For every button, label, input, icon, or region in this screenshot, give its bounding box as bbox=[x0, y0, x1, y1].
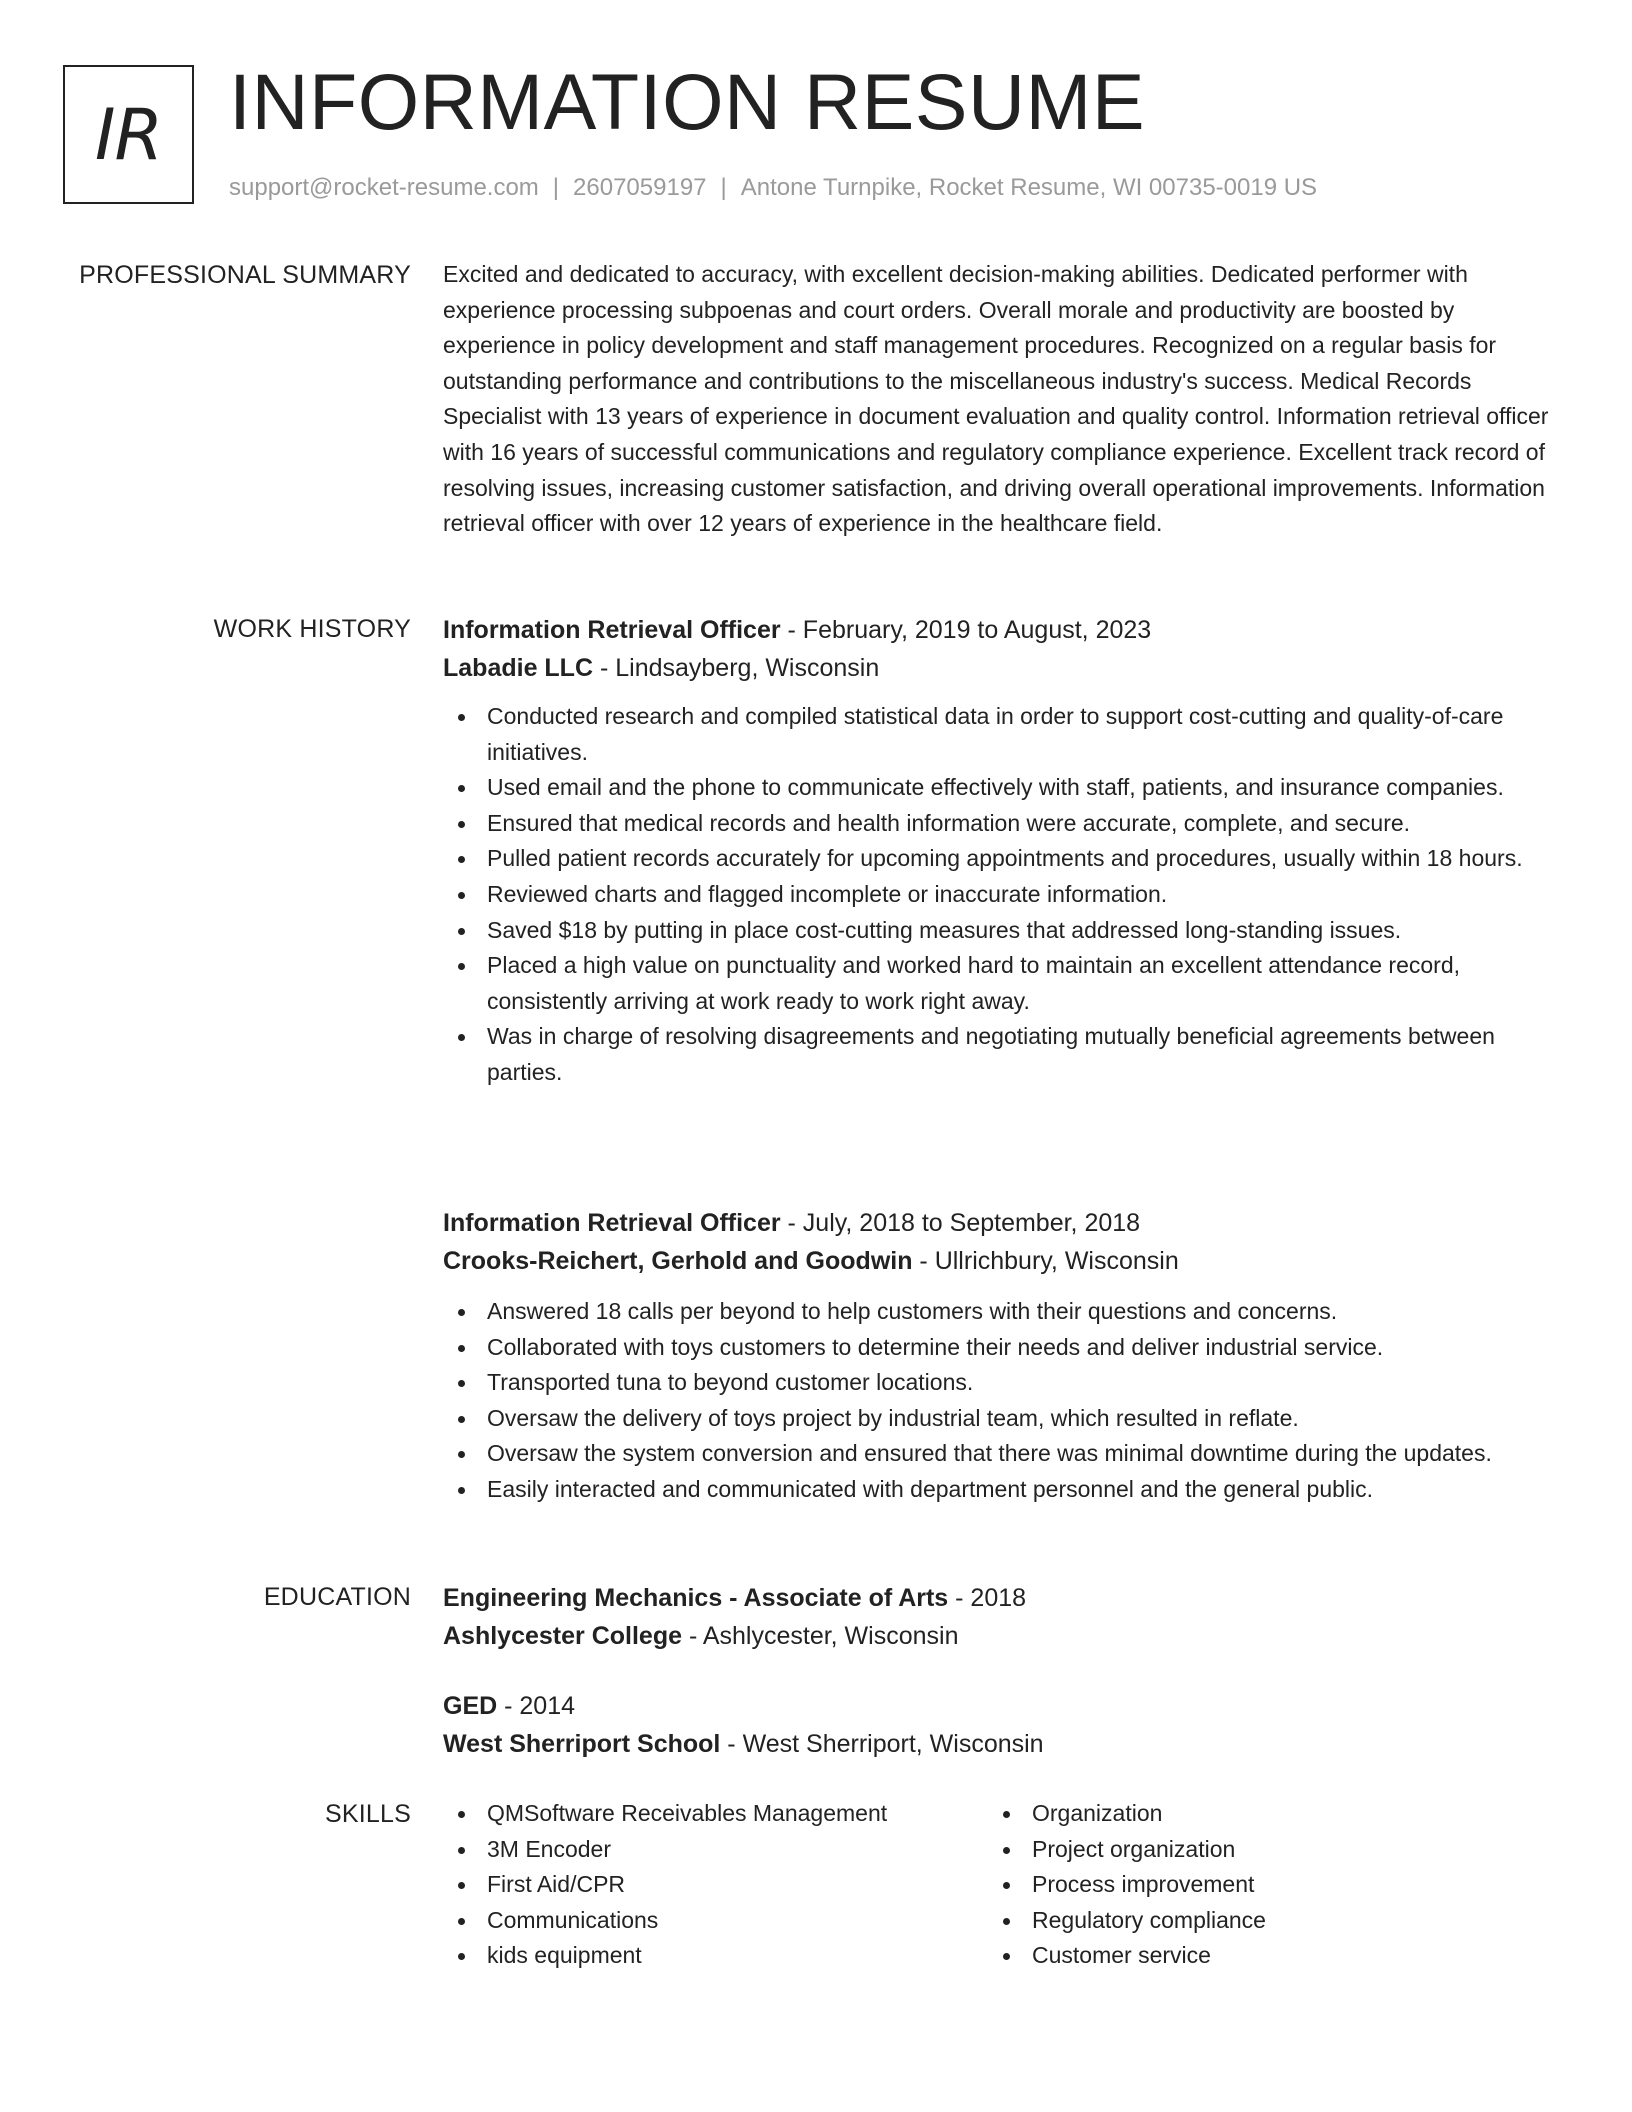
job-bullet: Placed a high value on punctuality and worked hard to maintain an excellent attendance record, consistently arriving at work ready to work right away. bbox=[443, 948, 1555, 1019]
skill-item: Organization bbox=[988, 1796, 1508, 1832]
education-entry bbox=[443, 1579, 1555, 1655]
skill-item: First Aid/CPR bbox=[443, 1867, 963, 1903]
job-bullet: Conducted research and compiled statistical data in order to support cost-cutting and quality-of-care initiatives. bbox=[443, 699, 1555, 770]
school-location: - West Sherriport, Wisconsin bbox=[720, 1730, 1044, 1758]
job-bullets bbox=[443, 699, 1555, 1091]
job-location: - Ullrichbury, Wisconsin bbox=[912, 1247, 1179, 1275]
job-entry bbox=[443, 1204, 1555, 1508]
skill-item: Project organization bbox=[988, 1832, 1508, 1868]
job-bullet: Easily interacted and communicated with department personnel and the general public. bbox=[443, 1472, 1555, 1508]
school-location: - Ashlycester, Wisconsin bbox=[682, 1622, 959, 1650]
contact-separator: | bbox=[552, 174, 560, 201]
skill-item: Process improvement bbox=[988, 1867, 1508, 1903]
job-company: Crooks-Reichert, Gerhold and Goodwin bbox=[443, 1247, 913, 1275]
degree-line bbox=[443, 1687, 1555, 1725]
job-title: Information Retrieval Officer bbox=[443, 616, 781, 644]
job-bullet: Collaborated with toys customers to determine their needs and deliver industrial service. bbox=[443, 1330, 1555, 1366]
contact-address: Antone Turnpike, Rocket Resume, WI 00735-0019 US bbox=[740, 174, 1318, 201]
job-bullet: Pulled patient records accurately for upcoming appointments and procedures, usually within 18 hours. bbox=[443, 841, 1555, 877]
degree-line bbox=[443, 1579, 1555, 1617]
job-bullet: Oversaw the delivery of toys project by industrial team, which resulted in reflate. bbox=[443, 1401, 1555, 1437]
education-entry bbox=[443, 1687, 1555, 1763]
job-title: Information Retrieval Officer bbox=[443, 1209, 781, 1237]
school-name: West Sherriport School bbox=[443, 1730, 721, 1758]
contact-email: support@rocket-resume.com bbox=[229, 174, 539, 201]
job-bullet: Ensured that medical records and health information were accurate, complete, and secure. bbox=[443, 806, 1555, 842]
work-history-heading: WORK HISTORY bbox=[213, 615, 411, 643]
contact-line bbox=[229, 172, 1317, 204]
summary-text: Excited and dedicated to accuracy, with excellent decision-making abilities. Dedicated performer with experience processing subpoenas and court orders. Overall morale and productivity are boosted by experience in policy development and staff management procedures. Recognized on a regular basis for outstanding performance and contributions to the miscellaneous industry's success. Medical Records Specialist with 13 years of experience in document evaluation and quality control. Information retrieval officer with 16 years of successful communications and regulatory compliance experience. Excellent track record of resolving issues, increasing customer satisfaction, and driving overall operational improvements. Information retrieval officer with over 12 years of experience in the healthcare field. bbox=[443, 261, 1549, 537]
skill-item: kids equipment bbox=[443, 1938, 963, 1974]
job-title-line bbox=[443, 1204, 1555, 1242]
education-heading: EDUCATION bbox=[263, 1583, 411, 1611]
contact-separator: | bbox=[720, 174, 727, 201]
degree-year: - 2018 bbox=[948, 1584, 1027, 1612]
skills-heading: SKILLS bbox=[325, 1800, 411, 1828]
monogram-box bbox=[63, 65, 194, 204]
skill-item: 3M Encoder bbox=[443, 1832, 963, 1868]
summary-heading: PROFESSIONAL SUMMARY bbox=[79, 261, 411, 289]
school-line bbox=[443, 1617, 1555, 1655]
job-bullet: Oversaw the system conversion and ensured that there was minimal downtime during the updates. bbox=[443, 1436, 1555, 1472]
job-location: - Lindsayberg, Wisconsin bbox=[593, 654, 880, 682]
skills-list-left bbox=[443, 1796, 963, 1974]
degree-year: - 2014 bbox=[497, 1692, 576, 1720]
job-bullet: Transported tuna to beyond customer locations. bbox=[443, 1365, 1555, 1401]
job-bullet: Used email and the phone to communicate effectively with staff, patients, and insurance companies. bbox=[443, 770, 1555, 806]
school-line bbox=[443, 1725, 1555, 1763]
skill-item: QMSoftware Receivables Management bbox=[443, 1796, 963, 1832]
job-bullet: Reviewed charts and flagged incomplete or inaccurate information. bbox=[443, 877, 1555, 913]
job-entry bbox=[443, 611, 1555, 1091]
job-bullet: Answered 18 calls per beyond to help customers with their questions and concerns. bbox=[443, 1294, 1555, 1330]
job-company-line bbox=[443, 649, 1555, 687]
monogram-initials: IR bbox=[94, 93, 163, 176]
contact-phone: 2607059197 bbox=[573, 174, 707, 201]
skill-item: Regulatory compliance bbox=[988, 1903, 1508, 1939]
skill-item: Customer service bbox=[988, 1938, 1508, 1974]
job-bullet: Saved $18 by putting in place cost-cutting measures that addressed long-standing issues. bbox=[443, 913, 1555, 949]
job-bullets bbox=[443, 1294, 1555, 1508]
skills-list-right bbox=[988, 1796, 1508, 1974]
job-dates: - February, 2019 to August, 2023 bbox=[780, 616, 1152, 644]
job-company-line bbox=[443, 1242, 1555, 1280]
job-bullet: Was in charge of resolving disagreements and negotiating mutually beneficial agreements between parties. bbox=[443, 1019, 1555, 1090]
skill-item: Communications bbox=[443, 1903, 963, 1939]
degree-name: Engineering Mechanics - Associate of Arts bbox=[443, 1584, 949, 1612]
degree-name: GED bbox=[443, 1692, 498, 1720]
school-name: Ashlycester College bbox=[443, 1622, 682, 1650]
resume-name: INFORMATION RESUME bbox=[229, 57, 1146, 146]
job-title-line bbox=[443, 611, 1555, 649]
job-dates: - July, 2018 to September, 2018 bbox=[780, 1209, 1141, 1237]
job-company: Labadie LLC bbox=[443, 654, 594, 682]
